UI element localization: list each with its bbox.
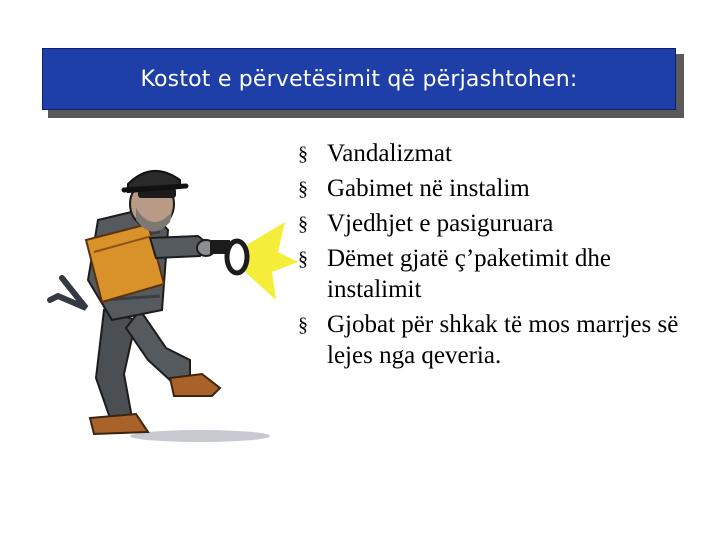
bullet-marker: § [298,178,308,200]
bullet-item-installation-errors [298,173,708,204]
bullet-marker: § [298,314,308,336]
bullet-item-vandalism [298,138,708,169]
bullet-text: Dëmet gjatë ç’paketimit dhe instalimit [327,245,611,303]
bullet-item-uninsured-theft [298,208,708,239]
slide-title: Kostot e përvetësimit që përjashtohen: [140,66,578,92]
bullet-text: Vandalizmat [327,140,452,167]
bullet-marker: § [298,248,308,270]
bullet-text: Gabimet në instalim [327,175,530,202]
burglar-with-flashlight-icon [40,160,300,460]
bullet-list [298,138,708,371]
title-banner [42,48,676,110]
bullet-marker: § [298,143,308,165]
burglar-illustration [40,160,300,460]
bullet-text: Vjedhjet e pasiguruara [327,210,554,237]
bullet-text: Gjobat për shkak të mos marrjes së lejes nga qeveria. [327,311,679,369]
bullet-item-unpacking-damage [298,243,708,305]
bullet-item-permit-fines [298,309,708,371]
bullet-marker: § [298,213,308,235]
